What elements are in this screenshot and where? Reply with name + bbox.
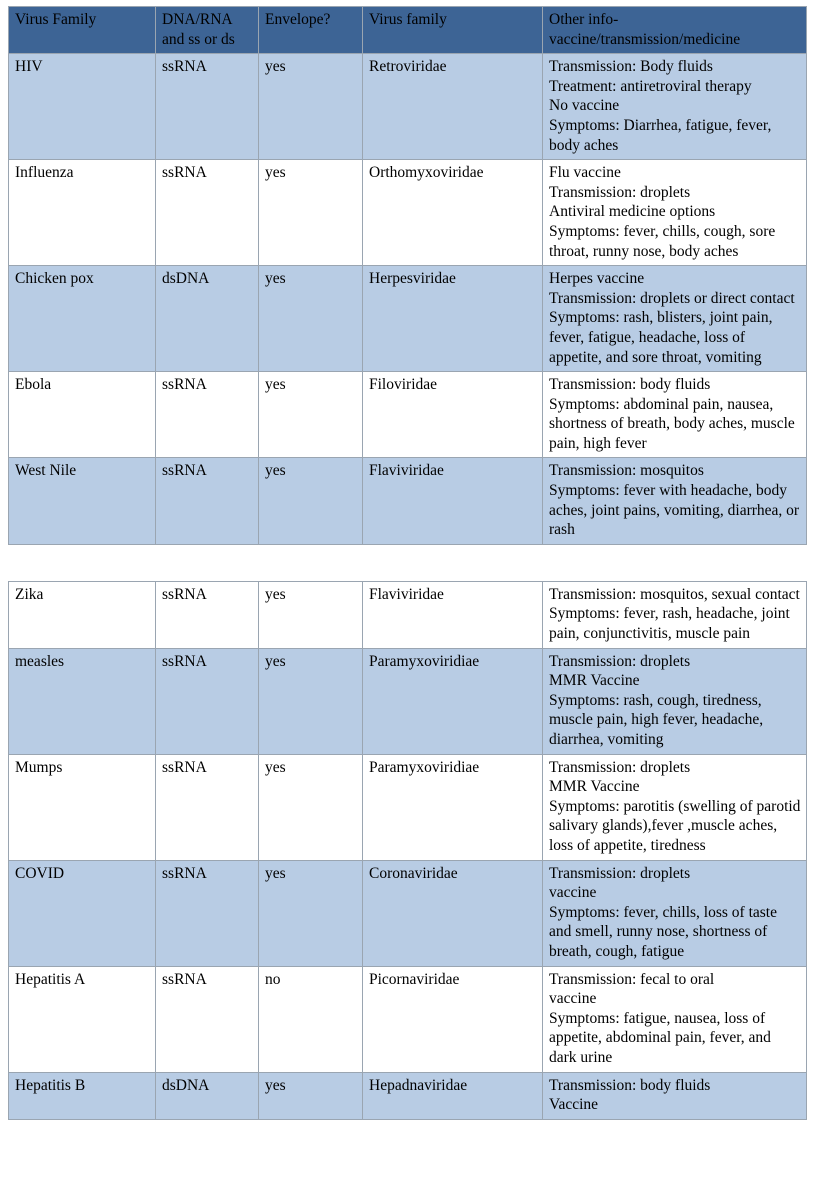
cell-virus_family_name [9, 54, 156, 160]
cell-text-line: Transmission: droplets [549, 183, 691, 201]
column-header-other_info: Other info-vaccine/transmission/medicine [543, 7, 807, 54]
cell-text-line: MMR Vaccine [549, 778, 640, 796]
table-row [9, 1072, 807, 1119]
cell-nucleic_acid [156, 160, 259, 266]
cell-envelope [259, 966, 363, 1072]
cell-other_info [543, 860, 807, 966]
cell-taxonomic_family [363, 160, 543, 266]
cell-nucleic_acid [156, 581, 259, 648]
cell-virus_family_name [9, 458, 156, 544]
cell-text-line: dsDNA [162, 270, 210, 288]
cell-text-line: Influenza [15, 164, 74, 182]
cell-taxonomic_family [363, 458, 543, 544]
cell-virus_family_name [9, 754, 156, 860]
cell-nucleic_acid [156, 1072, 259, 1119]
cell-taxonomic_family [363, 966, 543, 1072]
cell-text-line: Transmission: droplets [549, 652, 691, 670]
table-row [9, 54, 807, 160]
cell-text-line: vaccine [549, 884, 597, 902]
cell-text-line: Symptoms: abdominal pain, nausea, shortness of breath, body aches, muscle pain, high fever [549, 395, 799, 452]
cell-text-line: Flu vaccine [549, 164, 621, 182]
cell-text-line: Transmission: droplets [549, 758, 691, 776]
cell-envelope [259, 266, 363, 372]
cell-text-line: Transmission: Body fluids [549, 58, 713, 76]
cell-text-line: Herpes vaccine [549, 270, 645, 288]
cell-virus_family_name [9, 648, 156, 754]
cell-text-line: Treatment: antiretroviral therapy [549, 77, 752, 95]
table-row [9, 648, 807, 754]
cell-text-line: measles [15, 652, 65, 670]
cell-text-line: Transmission: mosquitos [549, 462, 704, 480]
cell-other_info [543, 581, 807, 648]
table-header-row [9, 7, 807, 54]
cell-text-line: Paramyxoviridiae [369, 758, 480, 776]
cell-text-line: Symptoms: fatigue, nausea, loss of appetite, abdominal pain, fever, and dark urine [549, 1009, 775, 1066]
cell-other_info [543, 266, 807, 372]
table-row [9, 581, 807, 648]
cell-other_info [543, 54, 807, 160]
cell-virus_family_name [9, 581, 156, 648]
cell-other_info [543, 458, 807, 544]
virus-tables-container [8, 6, 806, 1120]
virus-table [8, 581, 807, 1120]
cell-other_info [543, 372, 807, 458]
cell-virus_family_name [9, 966, 156, 1072]
cell-text-line: Symptoms: fever, chills, cough, sore throat, runny nose, body aches [549, 222, 780, 260]
cell-virus_family_name [9, 372, 156, 458]
cell-envelope [259, 754, 363, 860]
cell-text-line: yes [265, 1076, 286, 1094]
cell-text-line: Ebola [15, 376, 52, 394]
table-row [9, 266, 807, 372]
cell-other_info [543, 160, 807, 266]
table-row [9, 160, 807, 266]
cell-text-line: Vaccine [549, 1096, 599, 1114]
column-header-nucleic_acid: DNA/RNA and ss or ds [156, 7, 259, 54]
cell-text-line: COVID [15, 864, 65, 882]
cell-text-line: Transmission: body fluids [549, 376, 711, 394]
cell-text-line: yes [265, 652, 286, 670]
cell-envelope [259, 1072, 363, 1119]
cell-taxonomic_family [363, 860, 543, 966]
cell-envelope [259, 860, 363, 966]
cell-text-line: Hepatitis B [15, 1076, 86, 1094]
cell-text-line: Herpesviridae [369, 270, 456, 288]
cell-text-line: Transmission: fecal to oral [549, 970, 715, 988]
cell-text-line: yes [265, 758, 286, 776]
cell-text-line: ssRNA [162, 462, 207, 480]
cell-nucleic_acid [156, 966, 259, 1072]
cell-taxonomic_family [363, 581, 543, 648]
cell-other_info [543, 754, 807, 860]
cell-text-line: Hepatitis A [15, 970, 86, 988]
cell-taxonomic_family [363, 54, 543, 160]
table-row [9, 860, 807, 966]
cell-taxonomic_family [363, 648, 543, 754]
cell-envelope [259, 54, 363, 160]
cell-text-line: Mumps [15, 758, 63, 776]
cell-nucleic_acid [156, 458, 259, 544]
cell-text-line: ssRNA [162, 970, 207, 988]
cell-text-line: yes [265, 164, 286, 182]
cell-virus_family_name [9, 160, 156, 266]
cell-envelope [259, 581, 363, 648]
cell-text-line: Orthomyxoviridae [369, 164, 484, 182]
cell-text-line: Transmission: body fluids [549, 1076, 711, 1094]
cell-text-line: Symptoms: rash, blisters, joint pain, fever, fatigue, headache, loss of appetite, and sore throat, vomiting [549, 309, 777, 366]
cell-text-line: ssRNA [162, 652, 207, 670]
cell-text-line: yes [265, 58, 286, 76]
cell-envelope [259, 160, 363, 266]
cell-text-line: West Nile [15, 462, 77, 480]
cell-text-line: Symptoms: fever, rash, headache, joint pain, conjunctivitis, muscle pain [549, 605, 794, 643]
cell-taxonomic_family [363, 754, 543, 860]
cell-text-line: Transmission: droplets [549, 864, 691, 882]
cell-text-line: ssRNA [162, 864, 207, 882]
cell-text-line: Hepadnaviridae [369, 1076, 468, 1094]
cell-text-line: Antiviral medicine options [549, 203, 716, 221]
column-header-envelope: Envelope? [259, 7, 363, 54]
cell-nucleic_acid [156, 266, 259, 372]
cell-virus_family_name [9, 266, 156, 372]
virus-table [8, 6, 807, 545]
cell-other_info [543, 648, 807, 754]
cell-envelope [259, 458, 363, 544]
cell-taxonomic_family [363, 372, 543, 458]
cell-text-line: Coronaviridae [369, 864, 458, 882]
cell-other_info [543, 966, 807, 1072]
cell-text-line: ssRNA [162, 376, 207, 394]
cell-text-line: yes [265, 462, 286, 480]
cell-text-line: Symptoms: rash, cough, tiredness, muscle pain, high fever, headache, diarrhea, vomiting [549, 691, 768, 748]
cell-text-line: yes [265, 864, 286, 882]
cell-taxonomic_family [363, 266, 543, 372]
cell-text-line: yes [265, 376, 286, 394]
cell-virus_family_name [9, 860, 156, 966]
cell-text-line: MMR Vaccine [549, 672, 640, 690]
table-row [9, 966, 807, 1072]
cell-text-line: Chicken pox [15, 270, 94, 288]
cell-text-line: Zika [15, 585, 44, 603]
cell-text-line: yes [265, 585, 286, 603]
cell-text-line: ssRNA [162, 58, 207, 76]
cell-text-line: vaccine [549, 990, 597, 1008]
table-row [9, 754, 807, 860]
cell-text-line: ssRNA [162, 164, 207, 182]
cell-text-line: Flaviviridae [369, 585, 444, 603]
cell-text-line: ssRNA [162, 758, 207, 776]
cell-text-line: ssRNA [162, 585, 207, 603]
cell-nucleic_acid [156, 648, 259, 754]
column-header-virus_family_name: Virus Family [9, 7, 156, 54]
cell-text-line: Transmission: droplets or direct contact [549, 289, 795, 307]
cell-text-line: HIV [15, 58, 43, 76]
cell-nucleic_acid [156, 754, 259, 860]
cell-nucleic_acid [156, 860, 259, 966]
cell-text-line: Symptoms: fever, chills, loss of taste and smell, runny nose, shortness of breath, cough, fatigue [549, 903, 781, 960]
cell-text-line: yes [265, 270, 286, 288]
cell-text-line: Transmission: mosquitos, sexual contact [549, 585, 800, 603]
table-row [9, 372, 807, 458]
cell-text-line: dsDNA [162, 1076, 210, 1094]
table-row [9, 458, 807, 544]
cell-text-line: Flaviviridae [369, 462, 444, 480]
cell-text-line: Paramyxoviridiae [369, 652, 480, 670]
cell-other_info [543, 1072, 807, 1119]
cell-text-line: No vaccine [549, 97, 620, 115]
cell-virus_family_name [9, 1072, 156, 1119]
column-header-taxonomic_family: Virus family [363, 7, 543, 54]
cell-text-line: Picornaviridae [369, 970, 460, 988]
cell-text-line: Retroviridae [369, 58, 447, 76]
cell-nucleic_acid [156, 372, 259, 458]
cell-envelope [259, 648, 363, 754]
cell-text-line: no [265, 970, 281, 988]
cell-text-line: Symptoms: fever with headache, body aches, joint pains, vomiting, diarrhea, or rash [549, 482, 803, 539]
cell-text-line: Filoviridae [369, 376, 438, 394]
cell-text-line: Symptoms: parotitis (swelling of parotid salivary glands),fever ,muscle aches, loss of appetite, tiredness [549, 797, 805, 854]
cell-envelope [259, 372, 363, 458]
cell-text-line: Symptoms: Diarrhea, fatigue, fever, body aches [549, 116, 776, 154]
cell-taxonomic_family [363, 1072, 543, 1119]
cell-nucleic_acid [156, 54, 259, 160]
